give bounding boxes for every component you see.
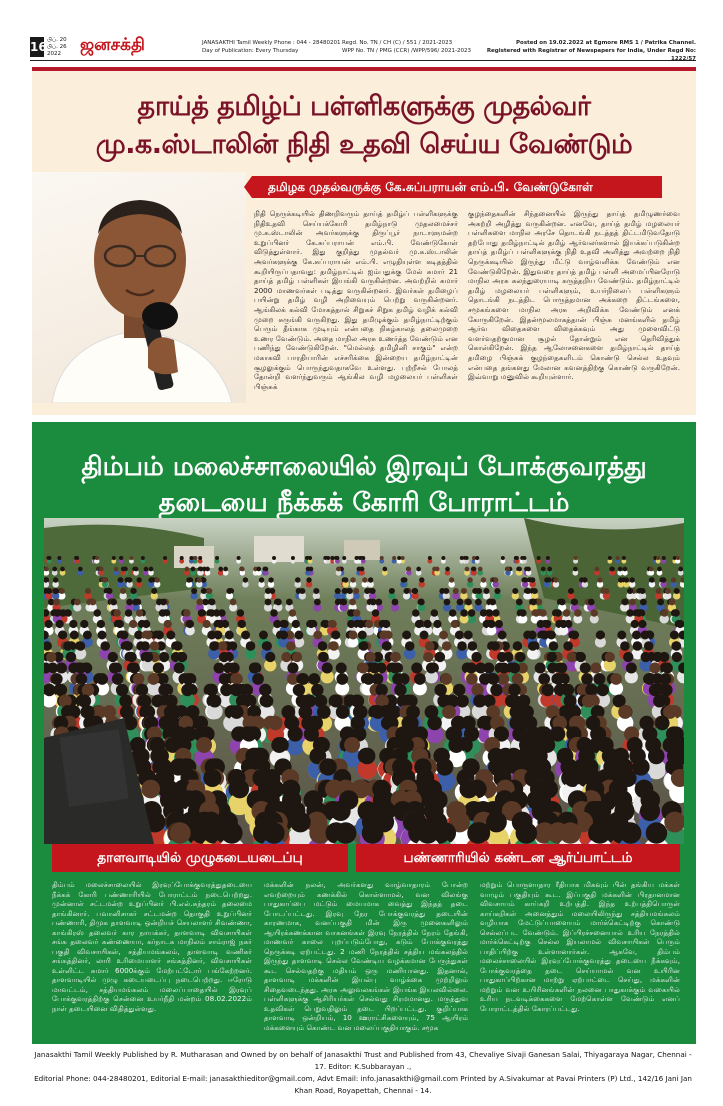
- brand-logo: ஜனசக்தி: [80, 35, 145, 55]
- issue-date: [47, 37, 81, 58]
- imprint-line: Editorial Phone: 044-28480201, Editorial E-mail: janasakthieditor@gmail.com, Advt Email: info.janasakthi@gmail.com Printed by A.Sivakumar at Pavai Printers (P) Ltd., 142/16 Jani Jan Khan Road, Royapettah, Chennai - 14.: [34, 1074, 692, 1095]
- story-text-column: நிதி நெருக்கடியில் திணறிவரும் தாய்த் தமிழ்ப் பள்ளிகளுக்கு நிதிஉதவி செய்யக்கோரி தமிழ்நாடு முதலமைச்சர் மு.க.ஸ்டாலின் அவர்களுக்கு திருப்பூர் நாடாளுமன்ற உறுப்பினர் கே.சுப்பராயன் எம்.பி. வேண்டுகோள் விடுத்துள்ளார். இது குறித்து முதல்வர் மு.க.ஸ்டாலின் அவர்களுக்கு கே.சுப்பராயன் எம்.பி. எழுதியுள்ள கடிதத்தில் கூறியிருப்பதாவது: தமிழ்நாட்டில் ஐம்பதுக்கு மேல் சுமார் 21 தாய்த் தமிழ் பள்ளிகள் இயங்கி வருகின்றன. அவற்றில் சுமார் 2000 மாணவர்கள் படித்து வருகின்றனர். இவர்கள் தமிழைப் பயின்று தமிழ் வழி அறிவையும் பெற்று வருகின்றனர். ஆங்கிலக் கல்வி மோகத்தால் சிறுகச் சிறுக தமிழ் வழிக் கல்வி முறை சுருங்கி வருகிறது. இது தமிழுக்கும் தமிழ்நாட்டிற்கும் பெரும் தீங்காக முடியும் என்பதை நிகழ்காலத் தலைமுறை உணர வேண்டும். அதை மாநில அரசு உணர்த்த வேண்டும் என பணிந்து வேண்டுகிறேன். "மெல்லத் தமிழினி சாகும்" என்ற மகாகவி பாரதியாரின் எச்சரிக்கை இன்றைய தமிழ்நாட்டின் சூழலுக்கும் பொருந்துவதாகவே உள்ளது. புற்றீசல் போலத் தோன்றி வளர்ந்துவரும் ஆங்கில வழி மழலையர் பள்ளிகள் பிஞ்சுக்: [254, 209, 458, 391]
- imprint-line: Janasakthi Tamil Weekly Published by R. Mutharasan and Owned by on behalf of Janasakthi Trust and Published from 43, Chevaliye Sivaji Ganesan Salai, Thiyagaraya Nagar, Chennai - 17. Editor: K.Subbarayan .,: [34, 1050, 692, 1071]
- crowd-illustration: [44, 518, 684, 844]
- posting-info: [482, 39, 696, 63]
- publication-line: Day of Publication: Every Thursday: [202, 48, 299, 54]
- portrait-illustration: [32, 172, 246, 403]
- headline-line: மு.க.ஸ்டாலின் நிதி உதவி செய்ய வேண்டும்: [95, 129, 633, 160]
- photo-caption-right: பண்ணாரியில் கண்டன ஆர்ப்பாட்டம்: [356, 844, 680, 872]
- headline-line: தடையை நீக்கக் கோரி போராட்டம்: [158, 488, 570, 518]
- story-text-column: குழந்தைகளின் சிந்தனையில் இருந்து தாய்த் தமிழுணர்வை அகற்றி அழித்து வருகின்றன. எனவே, தாய்த் தமிழ் மழலையர் பள்ளிகளை மாநில அரசே தொடங்கி நடத்தத் திட்டமிடுவதோடு தற்போது தமிழ்நாட்டில் தமிழ் ஆர்வலர்களால் இயக்கப்படுகின்ற தாய்த் தமிழ்ப் பள்ளிகளுக்கு நிதி உதவி அளித்து அவற்றை நிதி நெருக்கடியில் இருந்து மீட்டு வாழ்வளிக்க வேண்டும் என வேண்டுகிறேன். இதுவரை தாய்த் தமிழ் பள்ளி அமைப்பினரோடு மாநில அரசு கலந்துரையாடி கருத்தறிய வேண்டும். தமிழ்நாட்டில் தமிழ் மழலையர் பள்ளிகளும், உயர்நிலைப் பள்ளிகளும் தொடங்கி நடத்திட பொருத்தமான அக்கறை திட்டங்களை, சமூகங்களை மாநில அரசு அறிவிக்க வேண்டும் எனக் கோருகிறேன். இதன்மூலமாகத்தான் பிஞ்சு மனங்களில் தமிழ் ஆர்வ விதைகளை விதைக்கவும் அது முளைவிட்டு வளர்வதற்குமான சூழல் தோன்றும் என தெரிவித்துக் கொள்கிறேன். இந்த ஆலோசனைகளை தமிழ்நாட்டில் தாய்த் தமிழை பிஞ்சுக் குழந்தைகளிடம் கொண்டு செல்ல உதவும் என்பதை தங்களது மேலான கவனத்திற்கு கொண்டு வருகிறேன். இவ்வாறு மனுவில் கூறியுள்ளார்.: [468, 209, 680, 382]
- story-text-column: மக்களின் நலன், அவர்களது வாழ்வாதாரம் போன்ற எவற்றையும் கணக்கில் கொள்ளாமல், வன விலங்கு பாதுகாப்பை மட்டும் மையமாக வைத்து இந்தத் தடை போடப்பட்டது. இரவு நேர போக்குவரத்து தடையின் காரணமாக, வனப்பகுதி மின் இரு முனைகளிலும் ஆயிரக்கணக்கான வாகனங்கள் இரவு நேரத்தில் நேரம் தேங்கி, மாணவர் காலை புறப்படும்போது, கடும் போக்குவரத்து நெருக்கடி ஏற்பட்டது. 2 மணி நேரத்தில் சத்திய மங்கலத்தில் இருந்து தாளவாடி செல்ல வேண்டிய வழக்கமான பேருந்துகள் கூட செல்வதற்கு மதியம் ஒரு மணியானது. இதனால், தாளவாடி மக்களின் இயல்பு வாழ்க்கை முற்றிலும் சிதைவடைந்தது. அரசு அலுவலகங்கள் இயங்க இயலவில்லை. பள்ளிகளுக்கு ஆசிரியர்கள் செல்வது சிரமமானது. மருத்துவ உதவிகள் பெறுவதிலும் தடை பிறப்பட்டது. குறிப்பாக தாளவாடி ஒன்றியம், 10 ஊராட்சிகளையும், 75 ஆயிரம் மக்களையும் கொண்ட வன மலைப்பகுதியாகும். சமூக: [264, 880, 468, 1032]
- issue-date-line: பிப். 20: [47, 37, 67, 43]
- issue-date-line: பிப். 26: [47, 44, 67, 50]
- posting-line: Registered with Registrar of Newspapers for India, Under Regd No: 1222/57: [486, 48, 696, 62]
- issue-date-line: 2022: [47, 51, 61, 57]
- story-text-column: மற்றும் பொருளாதார ரீதியாக மிகவும் பின் தங்கிய மக்கள் வாழும் பகுதியும் கூட. இப்பகுதி மக்களின் பிரதானமான விவசாயம் காய்கறி உற்பத்தி. இந்த உற்பத்திபொருள் காய்கறிகள் அனைத்தும் மலையிலிருந்து சத்தியமங்கலம் வழியாக மேட்டுப்பாளையம் மார்க்கெட்டிற்கு கொண்டு செல்லப்பட வேண்டும். இப்பிரச்சனையால் உரிய நேரத்தில் மார்க்கெட்டிற்கு செல்ல இயலாமல் விவசாயிகள் பெரும் பாதிப்பிற்கு உள்ளானார்கள். ஆகவே, திம்பம் மலைச்சாலையில் இரவுப்போக்குவரத்து தடையை நீக்கவும், போக்குவரத்தை தடை செய்யாமல் வன உயிரின பாதுகாப்பிற்கான மாற்று ஏற்பாட்டை செய்து, மக்களின் மற்றும் வன உயிரினங்களின் நலனை பாதுகாக்கும் வகையில் உரிய நடவடிக்கைகளை மேற்கொள்ள வேண்டும் எனப் போராட்டத்தில் கோரப்பட்டது.: [480, 880, 680, 1013]
- page-number: 16: [30, 37, 44, 57]
- masthead: [30, 36, 696, 61]
- story-text-column: திம்பம் மலைச்சாலையில் இரவுப்போக்குவரத்துதடையை நீக்கக் கோரி பண்ணாரியில் போராட்டம் நடைபெற்றது. முன்னாள் சட்டமன்ற உறுப்பினர் பி.எல்.சுந்தரம் தலைமை தாங்கினார். பவானிசாகர் சட்டமன்ற தொகுதி உறுப்பினர் பண்ணாரி, திமுக தாளவாடி ஒன்றியச் செயலாளர் சிவண்ணா, காங்கிரஸ் தலைவர் கார நாயக்கர், தாளவாடி விவசாயிகள் சங்க தலைவர் கண்ணையா, கர்நாடக மாநிலம் சாம்ராஜ் நகர் பகுதி விவசாயிகள், சத்தியமங்கலம், தாளவாடி வணிகர் சங்கத்தினர், லாரி உரிமையாளர் சங்கத்தினர், விவசாயிகள் உள்ளிட்ட சுமார் 6000க்கும் மேற்பட்டோர் பங்கேற்றனர். தாளவாடியில் முழு கடையடைப்பு நடைபெற்றது. ஈரோடு மாவட்டம், சத்தியமங்கலம் மலைப்பாதையில் இரவுப் போக்குவரத்திற்கு சென்னை உயர்நீதி மன்றம் 08.02.2022ம் நாள் தடையினை விதித்துள்ளது.: [52, 880, 252, 1013]
- portrait-photo: [32, 172, 246, 403]
- registration-info: [342, 39, 492, 55]
- posting-line: Posted on 19.02.2022 at Egmore RMS 1 / Patrika Channel.: [516, 40, 696, 46]
- headline-line: திம்பம் மலைச்சாலையில் இரவுப் போக்குவரத்து: [81, 452, 647, 482]
- protest-crowd-photo: [44, 518, 684, 844]
- headline-line: தாய்த் தமிழ்ப் பள்ளிகளுக்கு முதல்வர்: [137, 91, 591, 122]
- publication-line: JANASAKTHI Tamil Weekly Phone : 044 - 28480201: [202, 40, 341, 46]
- registration-line: WPP No. TN / PMG (CCR) /WPP/596/ 2021-2023: [342, 48, 471, 54]
- imprint-footer: [28, 1049, 698, 1097]
- photo-caption-left: தாளவாடியில் முழுகடையடைப்பு: [52, 844, 348, 872]
- story-subheading: தமிழக முதல்வருக்கு கே.சுப்பராயன் எம்.பி. வேண்டுகோள்: [252, 176, 662, 198]
- publication-info: [202, 39, 352, 55]
- registration-line: Regd. No. TN / CH (C) / 551 / 2021-2023: [342, 40, 453, 46]
